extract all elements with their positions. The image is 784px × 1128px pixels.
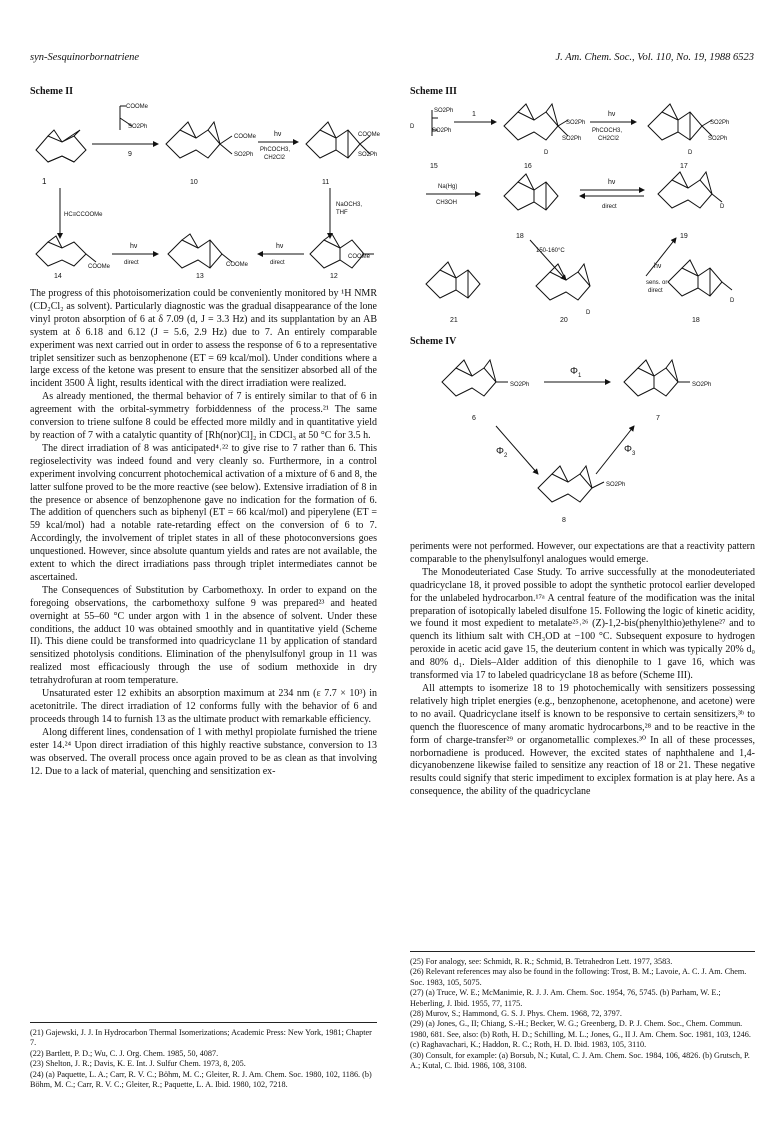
footnote-23: (23) Shelton, J. R.; Davis, K. E. Int. J. Sulfur Chem. 1973, 8, 205. (30, 1059, 246, 1069)
structure-12 (310, 234, 374, 268)
label-10: 10 (190, 179, 198, 186)
structure-1 (36, 130, 86, 162)
footnote-29: (29) (a) Jones, G., II; Chiang, S.-H.; Becker, W. G.; Greenberg, D. P. J. Chem. Soc., Chem. Commun. 1980, 681. See, also: (b) Roth, H. D.; Schilling, M. L.; Jones, G., II J. Am. Chem. Soc. 1981, 103, 1246. (c) Raghavachari, K.; Haddon, R. C.; Roth, H. D. Ibid. 1983, 105, 3110. (410, 1019, 751, 1050)
label-19: 19 (680, 233, 688, 240)
svg-text:SO2Ph: SO2Ph (234, 152, 254, 158)
svg-text:COOMe: COOMe (348, 254, 371, 260)
label-9: 9 (128, 151, 132, 158)
running-header-journal: J. Am. Chem. Soc., Vol. 110, No. 19, 1988 6523 (555, 52, 754, 63)
structure-16 (504, 104, 568, 140)
svg-text:direct: direct (124, 260, 139, 266)
svg-text:D: D (720, 204, 725, 210)
scheme-4-diagram (410, 346, 760, 526)
svg-text:hν: hν (608, 111, 616, 118)
svg-text:hν: hν (654, 263, 662, 270)
label-6: 6 (472, 415, 476, 422)
svg-text:PhCOCH3,: PhCOCH3, (260, 147, 291, 153)
paragraph: periments were not performed. However, our expectations are that a reactivity pattern comparable to the phenylsulfonyl analogues would emerge. (410, 541, 755, 565)
svg-text:SO2Ph: SO2Ph (692, 382, 712, 388)
svg-text:SO2Ph: SO2Ph (434, 108, 454, 114)
left-column-body (30, 288, 377, 778)
svg-text:1: 1 (472, 111, 476, 118)
scheme-4-title: Scheme IV (410, 336, 457, 347)
svg-text:hν: hν (274, 131, 282, 138)
svg-text:Φ: Φ (624, 444, 632, 455)
footnote-rule-left (30, 1022, 377, 1023)
paragraph: Along different lines, condensation of 1 with methyl propiolate furnished the triene ester 14.²⁴ Upon direct irradiation of this highly reactive substance, conversion to 13 was observed. The overall process once again proved to be as clean as that involving 12. Due to a lack of material, quenching and sensitization ex- (30, 726, 377, 777)
footnote-21: (21) Gajewski, J. J. In Hydrocarbon Thermal Isomerizations; Academic Press: New York, 1981; Chapter 7. (30, 1028, 372, 1048)
footnote-rule-right (410, 951, 755, 952)
running-header-title: syn-Sesquinorbornatriene (30, 52, 140, 63)
svg-text:D: D (730, 298, 735, 304)
scheme-2-title: Scheme II (30, 86, 74, 97)
label-12: 12 (330, 273, 338, 278)
structure-18 (504, 174, 558, 210)
label-16: 16 (524, 163, 532, 170)
paragraph: Unsaturated ester 12 exhibits an absorption maximum at 234 nm (ε 7.7 × 10³) in acetonitrile. The direct irradiation of 12 conforms fully with the behavior of 6 and proceeds through 14 to furnish 13 as the ultimate product with remarkable efficiency. (30, 688, 377, 725)
svg-text:SO2Ph: SO2Ph (710, 120, 730, 126)
label-15: 15 (430, 163, 438, 170)
structure-10 (166, 122, 232, 158)
label-7: 7 (656, 415, 660, 422)
svg-text:Na(Hg): Na(Hg) (438, 184, 458, 190)
svg-text:SO2Ph: SO2Ph (708, 136, 728, 142)
svg-text:hν: hν (130, 243, 138, 250)
label-1: 1 (42, 177, 47, 186)
svg-text:direct: direct (270, 260, 285, 266)
svg-text:THF: THF (336, 210, 348, 216)
paragraph: As already mentioned, the thermal behavior of 7 is entirely similar to that of 6 in agreement with the orbital-symmetry forbiddenness of the process.²¹ The same conversion to triene sulfone 8 could be effected more mildly and in quantitative yield by reaction of 7 with a catalytic quantity of [Rh(nor)Cl]₂ in CDCl₃ at 50 °C for 3.5 h. (30, 391, 377, 441)
svg-text:hν: hν (608, 179, 616, 186)
structure-19 (658, 172, 722, 208)
svg-text:150-160°C: 150-160°C (536, 248, 565, 254)
scheme-2-diagram (30, 98, 385, 278)
footnotes-right (410, 957, 755, 1071)
svg-text:CH2Cl2: CH2Cl2 (264, 155, 286, 161)
svg-text:3: 3 (632, 451, 636, 457)
svg-text:SO2Ph: SO2Ph (358, 152, 378, 158)
svg-text:CH2Cl2: CH2Cl2 (598, 136, 620, 142)
label-13: 13 (196, 273, 204, 278)
svg-text:Φ: Φ (496, 446, 504, 457)
svg-text:sens. or: sens. or (646, 280, 668, 286)
svg-text:COOMe: COOMe (226, 262, 249, 268)
svg-text:direct: direct (648, 288, 663, 294)
svg-text:CH3OH: CH3OH (436, 200, 458, 206)
svg-text:HC≡CCOOMe: HC≡CCOOMe (64, 212, 103, 218)
label-21: 21 (450, 317, 458, 324)
scheme-3-title: Scheme III (410, 86, 457, 97)
structure-8 (538, 466, 604, 502)
footnote-30: (30) Consult, for example: (a) Borsub, N.; Kutal, C. J. Am. Chem. Soc. 1984, 106, 4826. (b) Grutsch, P. A.; Kutal, C. Ibid. 1986, 108, 3108. (410, 1050, 750, 1071)
svg-text:NaOCH3,: NaOCH3, (336, 202, 363, 208)
label-18: 18 (516, 233, 524, 240)
footnote-26: (26) Relevant references may also be found in the following: Trost, B. M.; Lavoie, A. C. J. Am. Chem. Soc. 1983, 105, 5075. (410, 967, 747, 987)
svg-text:SO2Ph: SO2Ph (432, 128, 452, 134)
label-17: 17 (680, 163, 688, 170)
label-11: 11 (322, 179, 330, 186)
structure-7 (624, 360, 690, 396)
label-20: 20 (560, 317, 568, 324)
svg-text:SO2Ph: SO2Ph (562, 136, 582, 142)
label-8: 8 (562, 517, 566, 524)
svg-text:direct: direct (602, 204, 617, 210)
footnote-28: (28) Murov, S.; Hammond, G. S. J. Phys. Chem. 1968, 72, 3797. (410, 1009, 622, 1019)
svg-text:COOMe: COOMe (88, 264, 111, 270)
structure-17 (648, 104, 712, 140)
structure-6 (442, 360, 508, 396)
svg-text:PhCOCH3,: PhCOCH3, (592, 128, 623, 134)
svg-text:COOMe: COOMe (126, 104, 149, 110)
svg-text:D: D (688, 150, 693, 156)
footnotes-left (30, 1028, 377, 1090)
svg-text:1: 1 (578, 373, 582, 379)
structure-21 (426, 262, 480, 298)
footnote-22: (22) Bartlett, P. D.; Wu, C. J. Org. Chem. 1985, 50, 4087. (30, 1048, 219, 1058)
right-column-body (410, 541, 755, 799)
svg-text:D: D (410, 124, 415, 130)
label-14: 14 (54, 273, 62, 278)
svg-text:D: D (544, 150, 549, 156)
svg-text:SO2Ph: SO2Ph (606, 482, 626, 488)
svg-text:SO2Ph: SO2Ph (128, 124, 148, 130)
footnote-25: (25) For analogy, see: Schmidt, R. R.; Schmid, B. Tetrahedron Lett. 1977, 3583. (410, 957, 673, 966)
structure-20 (536, 264, 590, 300)
structure-13 (168, 234, 232, 268)
footnote-24: (24) (a) Paquette, L. A.; Carr, R. V. C.; Böhm, M. C.; Gleiter, R. J. Am. Chem. Soc. 1980, 102, 1186. (b) Böhm, M. C.; Carr, R. V. C.; Gleiter, R.; Paquette, L. A. Ibid. 1980, 102, 7218. (30, 1069, 372, 1090)
svg-text:Φ: Φ (570, 366, 578, 377)
svg-text:COOMe: COOMe (358, 132, 381, 138)
footnote-27: (27) (a) Truce, W. E.; McManimie, R. J. J. Am. Chem. Soc. 1954, 76, 5745. (b) Parham, W. E.; Heberling, J. Ibid. 1955, 77, 1175. (410, 988, 721, 1008)
svg-text:SO2Ph: SO2Ph (566, 120, 586, 126)
svg-text:D: D (586, 310, 591, 316)
paragraph: All attempts to isomerize 18 to 19 photochemically with sensitizers possessing relatively high triplet energies (e.g., benzophenone, acetophenone, and acetone) were to no avail. Quadricyclane itself is known to be responsive to certain sensitizers,³ᵇ to quench the fluorescence of many aromatic hydrocarbons,²⁸ and to be reactive in the form of charge-transfer²⁹ or organometallic complexes.³⁰ In all of these processes, norbornadiene is produced. However, the excited states of naphthalene and 1,4-dicyanobenzene likewise failed to sensitize any reaction of 18 or 21. These negative results could signify that steric impediment to exciplex formation is at play here. As a consequence, the ability of the quadricyclane (410, 682, 755, 798)
paragraph-monodeuteriated: The Monodeuteriated Case Study. To arrive successfully at the monodeuteriated quadricyclane 18, it proved possible to adopt the synthetic protocol earlier developed for the unlabeled hydrocarbon.¹⁷ᵃ A central feature of the modification was the inital preparation of isotopically labeled disulfone 15. Following the logic of kinetic acidity, we found it most expedient to metalate²⁵˒²⁶ (Z)-1,2-bis(phenylthio)ethylene²⁷ and to quench its lithium salt with CH₃OD at −100 °C. Subsequent exposure to hydrogen peroxide in acetic acid gave 15, the deuterium content in which was typically 20% d₀ and 80% d₁. Diels–Alder addition of this dienophile to 1 gave 16, which was transformed via 17 to labeled quadricyclane 18 as before (Scheme III). (410, 566, 755, 682)
paragraph: The direct irradiation of 8 was anticipated⁴˒²² to give rise to 7 rather than 6. This regioselectivity was indeed found and very cleanly so. Furthermore, in a control experiment involving concurrent photochemical activation of a mixture of 6 and 8, the latter sulfone proved to be the more reactive (see below). Extensive irradiation of 8 in the presence or absence of benzophenone gave no indication for the formation of 6. The addition of quenchers such as biphenyl (ET = 66 kcal/mol) and piperylene (ET = 59 kcal/mol) had a notable rate-retarding effect on the conversion of 6 to 7. Accordingly, the involvement of triplet states in all of these photoconversions goes unquestioned. However, since absolute quantum yields and rates are not available, the extent to which the direct irradiations pass through triplet intermediates cannot be ascertained. (30, 442, 377, 583)
paragraph: The progress of this photoisomerization could be conveniently monitored by ¹H NMR (CD₂Cl₂ as solvent). Particularly diagnostic was the gradual disappearance of the lone vinyl proton absorption of 6 at δ 7.09 (d, J = 3.3 Hz) and its supplantation by an AB system at δ 6.18 and 6.12 (J = 5.6, 2.9 Hz) due to 7. An entirely comparable experiment was next carried out in order to assess the response of 6 to a representative triplet sensitizer such as benzophenone (ET = 69 kcal/mol). Under conditions where a large excess of the ketone was present to ensure that the sensitizer absorbed all of the incident 3500 Å light, results identical with the direct irradiation were realized. (30, 288, 377, 390)
scheme-3-diagram (410, 98, 760, 326)
label-18-right: 18 (692, 317, 700, 324)
structure-18-right (668, 260, 732, 296)
svg-text:2: 2 (504, 453, 508, 459)
svg-text:hν: hν (276, 243, 284, 250)
svg-text:SO2Ph: SO2Ph (510, 382, 530, 388)
paragraph-carbomethoxy: The Consequences of Substitution by Carbomethoxy. In order to expand on the foregoing observations, the carbomethoxy sulfone 9 was prepared²³ and heated overnight at 55–60 °C under argon with 1 in the absence of solvent. Under these conditions, the adduct 10 was obtained smoothly and in quantitative yield (Scheme II). This diene could be transformed into quadricyclane 11 by application of standard sensitized photolysis conditions. Elimination of the phenylsulfonyl group in 11 was realized most efficaciously through the use of sodium methoxide in dry tetrahydrofuran at room temperature. (30, 584, 377, 687)
structure-14 (36, 236, 96, 266)
svg-text:COOMe: COOMe (234, 134, 257, 140)
